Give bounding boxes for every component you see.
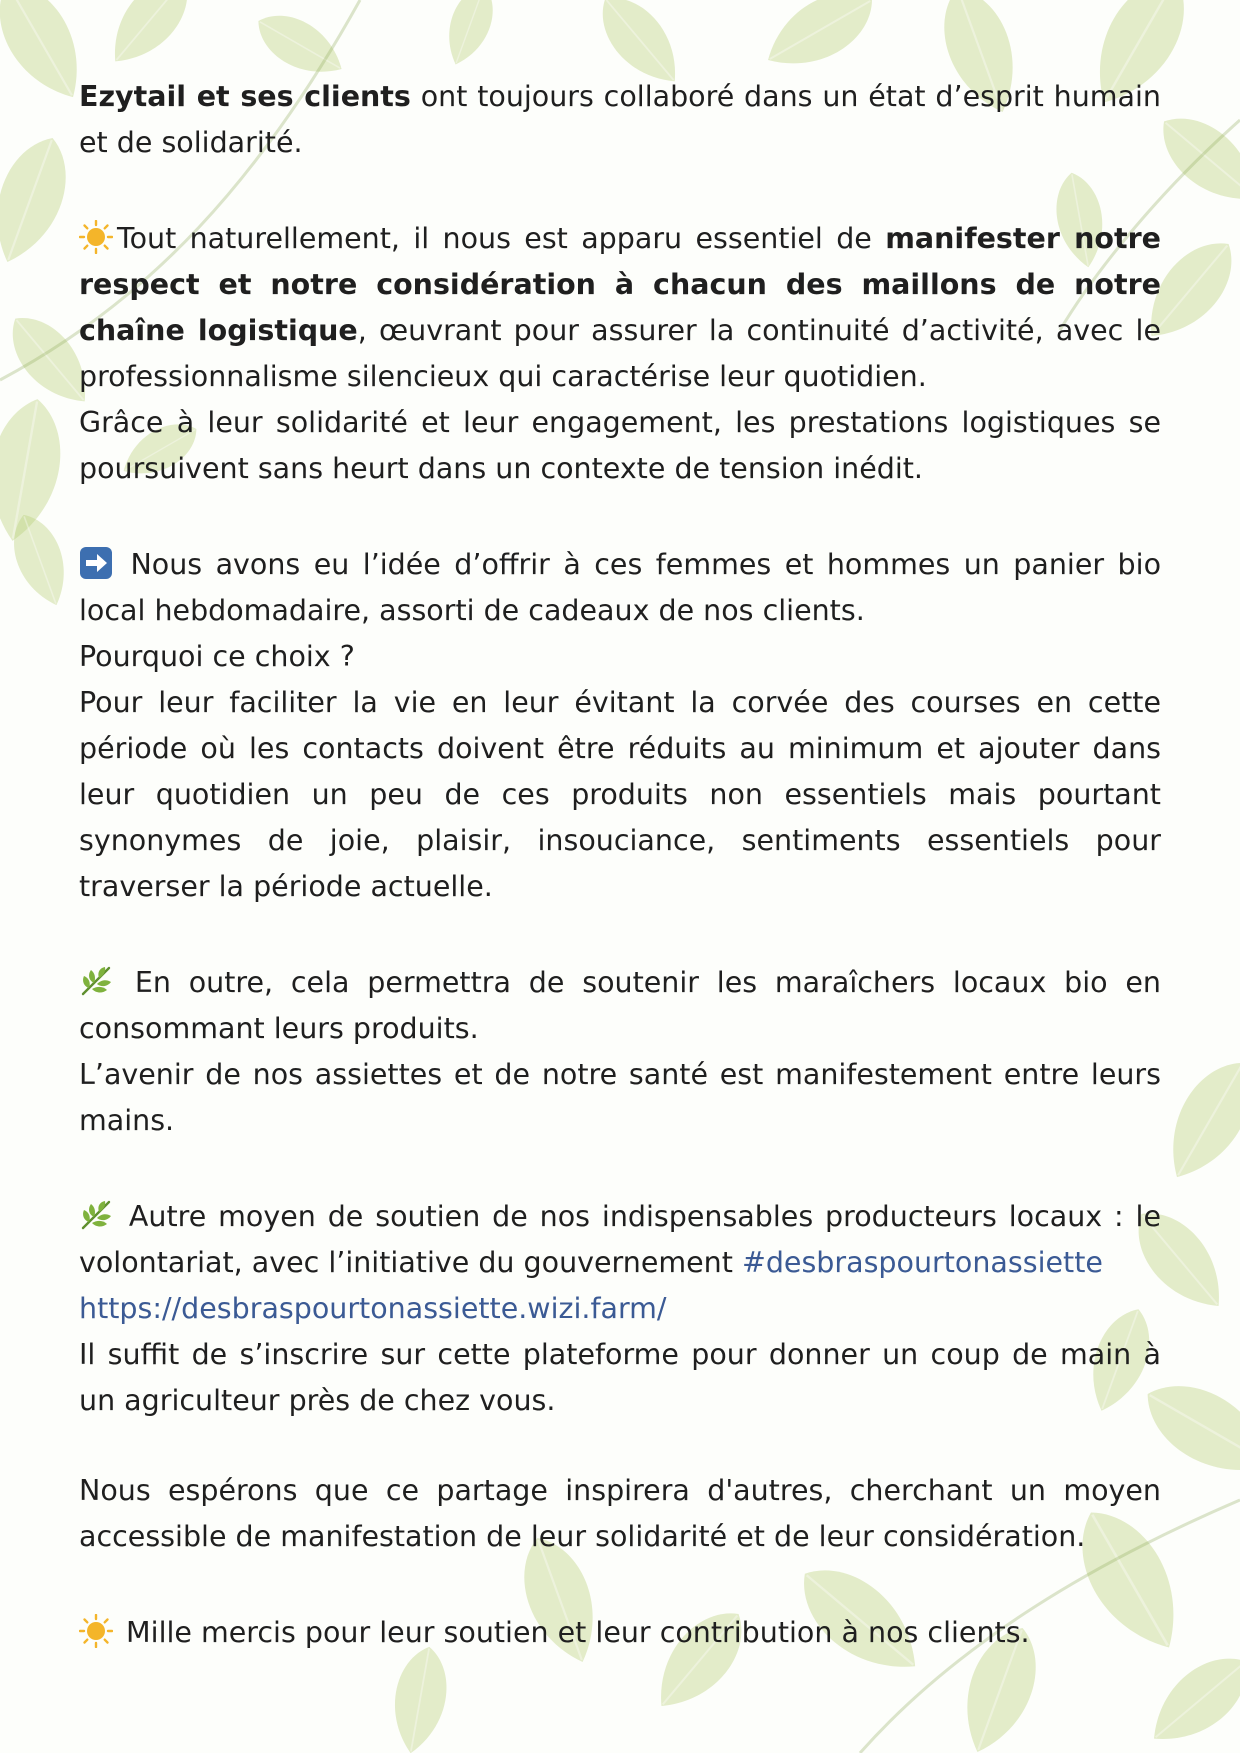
hashtag-link[interactable]: #desbraspourtonassiette: [741, 1246, 1103, 1279]
right-arrow-icon: [79, 546, 113, 580]
paragraph-farmers: En outre, cela permettra de soutenir les maraîchers locaux bio en consommant leurs produits.: [79, 966, 1161, 1045]
paragraph-url: [79, 1286, 1161, 1332]
herb-icon: [79, 964, 113, 998]
paragraph-respect: Tout naturellement, il nous est apparu essentiel de manifester notre respect et notre considération à chacun des maillons de notre chaîne logistique, œuvrant pour assurer la continuité d’activité, avec le professionnalisme silencieux qui caractérise leur quotidien.: [79, 222, 1161, 393]
paragraph-future: L’avenir de nos assiettes et de notre santé est manifestement entre leurs mains.: [79, 1058, 1161, 1137]
paragraph-spacer: [79, 910, 1161, 960]
paragraph-reason: Pour leur faciliter la vie en leur évitant la corvée des courses en cette période où les contacts doivent être réduits au minimum et ajouter dans leur quotidien un peu de ces produits non essentiels mais pourtant synonymes de joie, plaisir, insouciance, sentiments essentiels pour traverser la période actuelle.: [79, 686, 1161, 903]
paragraph-solidarity: Grâce à leur solidarité et leur engagement, les prestations logistiques se poursuivent sans heurt dans un contexte de tension inédit.: [79, 406, 1161, 485]
herb-icon: [79, 1198, 113, 1232]
paragraph-why: Pourquoi ce choix ?: [79, 640, 355, 673]
paragraph-spacer: [79, 1560, 1161, 1610]
website-link[interactable]: https://desbraspourtonassiette.wizi.farm/: [79, 1292, 667, 1325]
paragraph-spacer: [79, 492, 1161, 542]
paragraph-spacer: [79, 1144, 1161, 1194]
sun-icon: [79, 220, 113, 254]
paragraph-basket: Nous avons eu l’idée d’offrir à ces femmes et hommes un panier bio local hebdomadaire, assorti de cadeaux de nos clients.: [79, 548, 1161, 627]
document-body: [79, 74, 1161, 1656]
company-name: Ezytail et ses clients: [79, 80, 411, 113]
paragraph-spacer: [79, 166, 1161, 216]
sun-icon: [79, 1614, 113, 1648]
paragraph-thanks: Mille mercis pour leur soutien et leur contribution à nos clients.: [79, 1610, 1161, 1656]
paragraph-signup: Il suffit de s’inscrire sur cette plateforme pour donner un coup de main à un agriculteur près de chez vous.: [79, 1338, 1161, 1417]
paragraph-hope: Nous espérons que ce partage inspirera d'autres, cherchant un moyen accessible de manifestation de leur solidarité et de leur considération.: [79, 1474, 1161, 1553]
paragraph-volunteer: Autre moyen de soutien de nos indispensables producteurs locaux : le volontariat, avec l’initiative du gouvernement #desbraspourtonassiette: [79, 1200, 1161, 1279]
paragraph-intro: Ezytail et ses clients ont toujours collaboré dans un état d’esprit humain et de solidarité.: [79, 80, 1161, 159]
paragraph-spacer: [79, 1424, 1161, 1468]
